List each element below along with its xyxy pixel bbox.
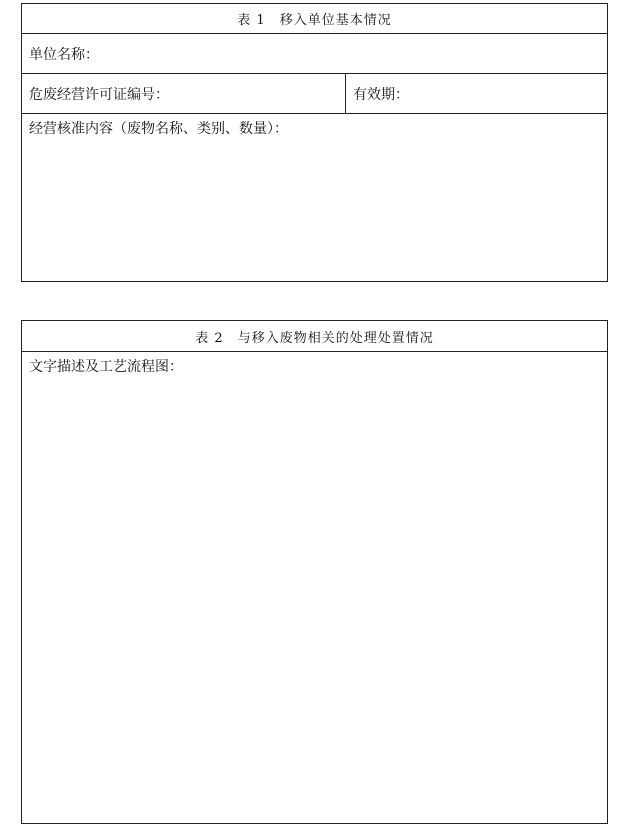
unit-name-row — [22, 34, 607, 74]
approved-content-label: 经营核准内容（废物名称、类别、数量）： — [29, 121, 288, 137]
table-1-basic-info — [21, 3, 608, 282]
table-1-title: 移入单位基本情况 — [279, 13, 392, 28]
table-1-number: 表 1 — [237, 13, 266, 28]
table-2-number: 表 2 — [195, 330, 224, 346]
table-1-title-row — [22, 4, 607, 34]
table-2-title: 与移入废物相关的处理处置情况 — [237, 330, 434, 346]
license-row — [22, 74, 607, 114]
license-row-divider — [345, 74, 346, 113]
validity-label: 有效期： — [353, 86, 409, 103]
description-label: 文字描述及工艺流程图： — [29, 359, 183, 375]
table-2-title-row — [22, 321, 607, 352]
table-2-disposal-info — [21, 320, 608, 824]
approved-content-row — [22, 114, 607, 281]
license-number-label: 危废经营许可证编号： — [29, 86, 169, 103]
description-row — [22, 352, 607, 823]
unit-name-label: 单位名称： — [29, 46, 99, 63]
